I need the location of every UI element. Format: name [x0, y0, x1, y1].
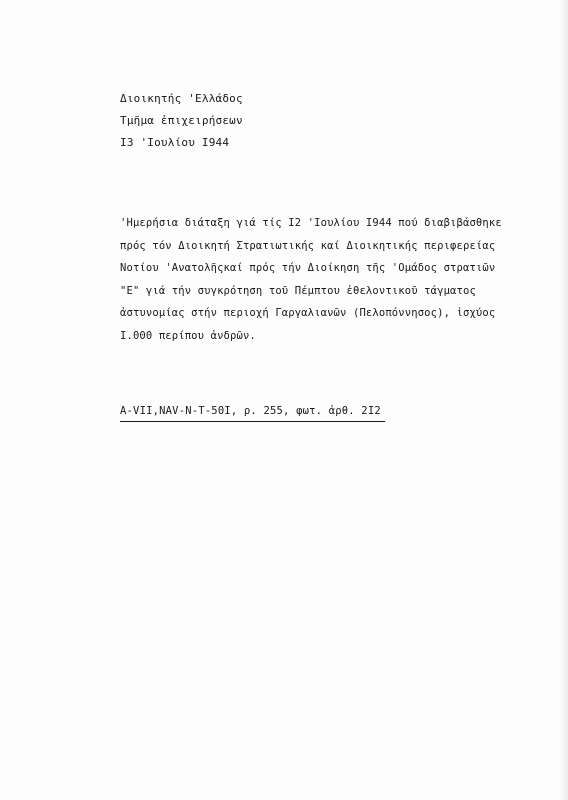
body-line: Νοτίου 'Ανατολῆςκαί πρός τήν Διοίκηση τῆς 'Ομάδος στρατιῶν: [120, 262, 496, 274]
body-line: πρός τόν Διοικητή Στρατιωτικής καί Διοικητικής περιφερείας: [120, 239, 496, 252]
body-line: ἀστυνομίας στήν περιοχή Γαργαλιανῶν (Πελοπόννησος), ἰσχύος: [120, 307, 496, 319]
header-line-department: Τμῆμα ἐπιχειρήσεων: [120, 114, 243, 127]
body-line: "Ε" γιά τήν συγκρότηση τοῦ Πέμπτου ἐθελοντικοῦ τάγματος: [120, 284, 476, 297]
body-line: 'Ημερήσια διάταξη γιά τίς I2 'Ιουλίου I944 πού διαβιβάσθηκε: [120, 217, 502, 229]
header-line-command: Διοικητής 'Ελλάδος: [120, 92, 243, 105]
archive-reference: A-VII,NAV-N-T-50I, ρ. 255, φωτ. ἀρθ. 2I2: [120, 403, 385, 422]
document-header: [120, 88, 340, 154]
page-edge-shadow: [558, 0, 568, 800]
document-body: [120, 212, 560, 347]
body-line: I.000 περίπου ἀνδρῶν.: [120, 329, 256, 342]
header-line-date: I3 'Ιουλίου I944: [120, 136, 230, 149]
